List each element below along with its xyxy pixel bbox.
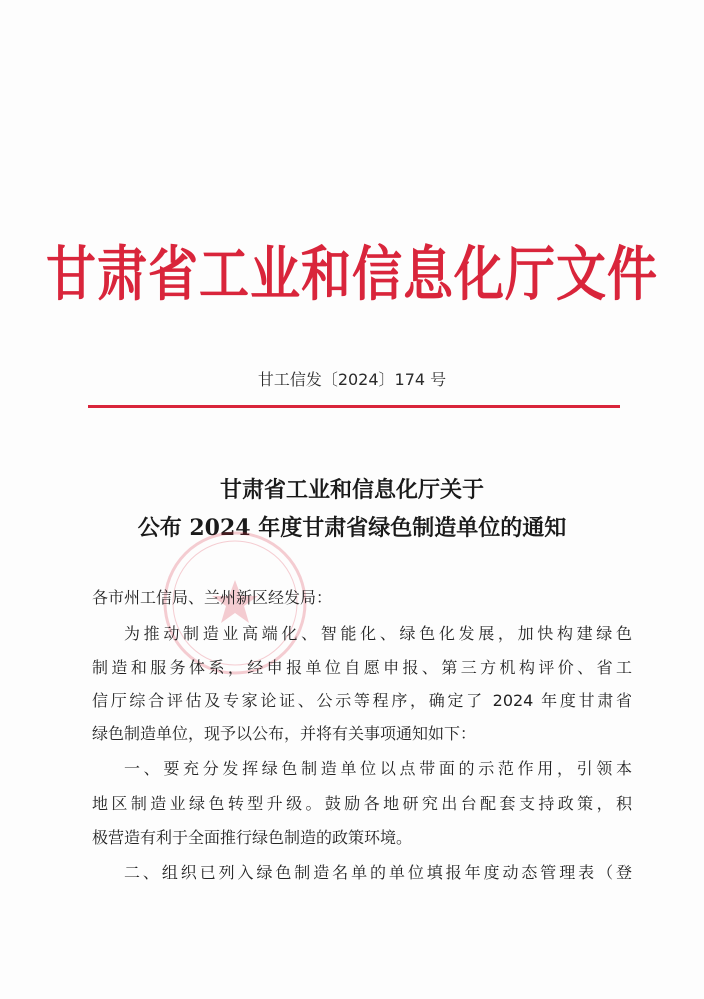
red-divider-rule (88, 405, 620, 408)
document-title-line-2: 公布 2024 年度甘肃省绿色制造单位的通知 (137, 515, 567, 541)
paragraph-line-5: 一、要充分发挥绿色制造单位以点带面的示范作用，引领本 (124, 759, 632, 778)
paragraph-line-8: 二、组织已列入绿色制造名单的单位填报年度动态管理表（登 (124, 863, 632, 882)
document-title-line-1: 甘肃省工业和信息化厅关于 (219, 477, 484, 503)
addressee: 各市州工信局、兰州新区经发局： (92, 588, 333, 607)
paragraph-line-1: 为推动制造业高端化、智能化、绿色化发展，加快构建绿色 (124, 624, 632, 643)
paragraph-line-3: 信厅综合评估及专家论证、公示等程序，确定了 2024 年度甘肃省 (92, 691, 632, 710)
paragraph-line-4: 绿色制造单位，现予以公布，并将有关事项通知如下： (92, 724, 477, 743)
document-number: 甘工信发〔2024〕174 号 (257, 370, 447, 389)
masthead: 甘肃省工业和信息化厅文件 (46, 240, 658, 309)
paragraph-line-2: 制造和服务体系，经申报单位自愿申报、第三方机构评价、省工 (92, 658, 632, 677)
paragraph-line-7: 极营造有利于全面推行绿色制造的政策环境。 (92, 828, 413, 847)
paragraph-line-6: 地区制造业绿色转型升级。鼓励各地研究出台配套支持政策，积 (92, 794, 632, 813)
